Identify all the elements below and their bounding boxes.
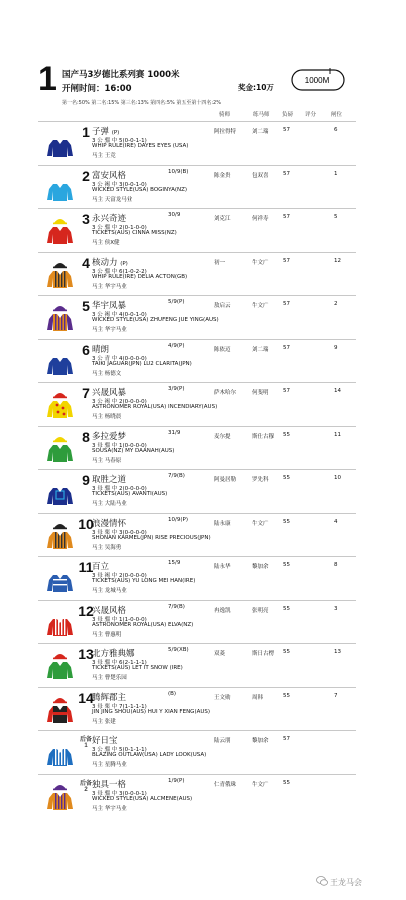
horse-owner: 马主 星腾马业 <box>92 762 127 768</box>
horse-details: 3 公 骝 中 2(0-1-0-0) <box>92 225 147 231</box>
barrier-draw: 11 <box>334 432 341 438</box>
horse-details: 3 公 褐 中 3(0-0-1-0) <box>92 182 147 188</box>
jockey-name: 敖启云 <box>214 303 231 309</box>
row-divider <box>38 687 356 688</box>
wechat-icon <box>316 876 328 886</box>
carried-weight: 55 <box>283 432 290 438</box>
runner-row <box>38 429 356 465</box>
runner-row <box>38 124 356 160</box>
horse-details: 3 公 骝 中 6(1-0-2-2) <box>92 269 147 275</box>
trainer-name: 牛文广 <box>252 521 269 527</box>
runner-row <box>38 211 356 247</box>
runner-row <box>38 516 356 552</box>
runner-number: 14 <box>78 690 94 706</box>
row-divider <box>38 469 356 470</box>
race-number: 1 <box>38 60 57 98</box>
horse-details: 3 母 栗 中 3(0-0-0-0) <box>92 530 147 536</box>
horse-pedigree: WICKED STYLE(USA) ALCMENE(AUS) <box>92 796 193 802</box>
barrier-draw: 6 <box>334 127 338 133</box>
trainer-name: 何祥寿 <box>252 216 269 222</box>
carried-weight: 55 <box>283 519 290 525</box>
horse-name-text: 永兴奇迹 <box>92 214 127 224</box>
runner-row <box>38 603 356 639</box>
trainer-name: 斯仕古穆 <box>252 434 275 440</box>
col-weight: 负磅 <box>282 112 294 118</box>
runner-number: 后备1 <box>80 737 93 750</box>
row-divider <box>38 252 356 253</box>
trainer-name: 黎加余 <box>252 738 269 744</box>
jockey-silk-icon <box>44 171 76 203</box>
trainer-name: 罗先科 <box>252 477 269 483</box>
row-divider <box>38 165 356 166</box>
horse-details: 3 公 褐 中 2(0-0-0-0) <box>92 399 147 405</box>
jockey-silk-icon <box>44 693 76 725</box>
barrier-draw: 3 <box>334 606 338 612</box>
barrier-draw: 13 <box>334 649 341 655</box>
horse-name-text: 北方雅典娜 <box>92 649 135 659</box>
horse-pedigree: BLAZING OUTLAW(USA) LADY LOOK(USA) <box>92 752 207 758</box>
jockey-silk-icon <box>44 736 76 768</box>
jockey-silk-icon <box>44 388 76 420</box>
runner-number: 13 <box>78 646 94 662</box>
row-divider <box>38 382 356 383</box>
horse-form: 7/9(B) <box>168 604 185 610</box>
row-divider <box>38 730 356 731</box>
horse-name-text: 兴晟风暴 <box>92 388 127 398</box>
carried-weight: 55 <box>283 475 290 481</box>
track-distance: 1000M <box>304 76 330 85</box>
prize-split: 第一名:50% 第二名:15% 第三名:13% 第四名:5% 第五至第十四名:2% <box>62 100 221 106</box>
runner-row <box>38 777 356 813</box>
jockey-name: 陆永华 <box>214 564 231 570</box>
trainer-name: 刘二瑞 <box>252 129 269 135</box>
horse-form: 3/9(P) <box>168 386 185 392</box>
horse-form: 7/9(B) <box>168 473 185 479</box>
horse-form: 5/9(XB) <box>168 647 189 653</box>
runner-number: 后备2 <box>80 781 93 794</box>
horse-details: 3 母 骝 中 3(0-0-0-1) <box>92 791 147 797</box>
barrier-draw: 1 <box>334 171 338 177</box>
horse-owner: 马主 大陆马业 <box>92 501 127 507</box>
runner-row <box>38 168 356 204</box>
runner-row <box>38 559 356 595</box>
horse-owner: 马主 吴海勇 <box>92 545 122 551</box>
horse-owner: 马主 华宇马业 <box>92 284 127 290</box>
runner-number: 11 <box>78 559 94 575</box>
col-draw: 闸位 <box>331 112 343 118</box>
race-title: 国产马3岁德比系列赛 1000米 <box>62 70 180 80</box>
jockey-silk-icon <box>44 562 76 594</box>
jockey-silk-icon <box>44 475 76 507</box>
carried-weight: 57 <box>283 171 290 177</box>
horse-name-text: 独具一格 <box>92 780 127 790</box>
runner-row <box>38 255 356 291</box>
carried-weight: 57 <box>283 736 290 742</box>
trainer-name: 周韩 <box>252 695 264 701</box>
horse-name-text: 子弹 <box>92 127 110 137</box>
trainer-name: 牛文广 <box>252 303 269 309</box>
jockey-silk-icon <box>44 301 76 333</box>
carried-weight: 57 <box>283 388 290 394</box>
horse-form: 5/9(P) <box>168 299 185 305</box>
horse-pedigree: WHIP RULE(IRE) DAYES EYES (USA) <box>92 143 189 149</box>
runner-number: 7 <box>82 385 90 401</box>
horse-form: 15/9 <box>168 560 181 566</box>
horse-name-text: 晴朗 <box>92 345 110 355</box>
horse-pedigree: SHONAN KARMEL(JPN) RISE PRECIOUS(JPN) <box>92 535 211 541</box>
jockey-name: 冉逸凯 <box>214 608 231 614</box>
row-divider <box>38 600 356 601</box>
jockey-name: 陆永康 <box>214 521 231 527</box>
horse-details: 3 母 栗 中 7(1-1-1-1) <box>92 704 147 710</box>
barrier-draw: 2 <box>334 301 338 307</box>
runner-number: 12 <box>78 603 94 619</box>
carried-weight: 57 <box>283 127 290 133</box>
trainer-name: 张明亮 <box>252 608 269 614</box>
trainer-name: 何斐明 <box>252 390 269 396</box>
watermark: 王龙马会 <box>330 878 362 887</box>
barrier-draw: 4 <box>334 519 338 525</box>
trainer-name: 牛文广 <box>252 782 269 788</box>
runner-row <box>38 342 356 378</box>
race-prize: 奖金:10万 <box>238 83 274 92</box>
jockey-silk-icon <box>44 519 76 551</box>
horse-owner: 马主 龙城马业 <box>92 588 127 594</box>
horse-details: 3 公 青 中 4(0-0-0-0) <box>92 356 147 362</box>
horse-name-text: 取胜之道 <box>92 475 127 485</box>
horse-name-text: 腾辉郡主 <box>92 693 127 703</box>
jockey-name: 陈金贵 <box>214 173 231 179</box>
runner-row <box>38 472 356 508</box>
barrier-draw: 14 <box>334 388 341 394</box>
row-divider <box>38 121 356 122</box>
carried-weight: 55 <box>283 693 290 699</box>
horse-name-text: 百立 <box>92 562 110 572</box>
carried-weight: 55 <box>283 649 290 655</box>
horse-name-text: 好日宝 <box>92 736 118 746</box>
jockey-name: 阿曼居勒 <box>214 477 237 483</box>
race-start-time: 开闸时间：16:00 <box>62 84 132 94</box>
jockey-name: 陈依迈 <box>214 347 231 353</box>
runner-number: 4 <box>82 255 90 271</box>
trainer-name: 包双喜 <box>252 173 269 179</box>
barrier-draw: 12 <box>334 258 341 264</box>
horse-details: 3 公 骝 中 5(0-0-1-1) <box>92 138 147 144</box>
row-divider <box>38 643 356 644</box>
runner-row <box>38 385 356 421</box>
track-diagram-icon <box>286 66 348 94</box>
runner-row <box>38 733 356 769</box>
horse-name-text: 华宇凤暴 <box>92 301 127 311</box>
horse-flag: (P) <box>120 261 128 267</box>
jockey-silk-icon <box>44 432 76 464</box>
jockey-name: 仁青俄珠 <box>214 782 237 788</box>
carried-weight: 55 <box>283 606 290 612</box>
horse-pedigree: WICKED STYLE(USA) ZHUFENG JUE YING(AUS) <box>92 317 219 323</box>
horse-pedigree: TICKETS(AUS) LET IT SNOW (IRE) <box>92 665 183 671</box>
horse-form: 10/9(B) <box>168 169 189 175</box>
horse-owner: 马主 王竞 <box>92 153 116 159</box>
row-divider <box>38 339 356 340</box>
col-rating: 评分 <box>305 112 317 118</box>
horse-details: 3 母 骝 中 2(0-0-0-0) <box>92 486 147 492</box>
horse-owner: 马主 华宇马业 <box>92 806 127 812</box>
horse-pedigree: WICKED STYLE(USA) BOGINYA(NZ) <box>92 187 188 193</box>
runner-number: 6 <box>82 342 90 358</box>
horse-pedigree: TAIKI JAGUAR(JPN) LU2 CLARITA(JPN) <box>92 361 192 367</box>
trainer-name: 牛文广 <box>252 260 269 266</box>
horse-name-text: 多拉爱梦 <box>92 432 127 442</box>
horse-owner: 马主 曹楚乐园 <box>92 675 127 681</box>
horse-owner: 马主 杨德文 <box>92 371 122 377</box>
trainer-name: 黎加余 <box>252 564 269 570</box>
jockey-name: 萨木哈尔 <box>214 390 237 396</box>
horse-name-text: 核动力 <box>92 258 118 268</box>
carried-weight: 57 <box>283 258 290 264</box>
horse-form: 1/9(P) <box>168 778 185 784</box>
jockey-silk-icon <box>44 345 76 377</box>
horse-form: 10/9(P) <box>168 517 188 523</box>
runner-row <box>38 646 356 682</box>
horse-pedigree: ASTRONOMER ROYAL(USA) ELVA(NZ) <box>92 622 194 628</box>
runner-number: 8 <box>82 429 90 445</box>
barrier-draw: 10 <box>334 475 341 481</box>
horse-owner: 马主 马春原 <box>92 458 122 464</box>
horse-pedigree: JIN JING SHOU(AUS) HUI Y XIAN FENG(AUS) <box>92 709 211 715</box>
runner-number: 5 <box>82 298 90 314</box>
trainer-name: 斯日古楞 <box>252 651 275 657</box>
jockey-silk-icon <box>44 780 76 812</box>
trainer-name: 刘二瑞 <box>252 347 269 353</box>
horse-owner: 马主 侯X健 <box>92 240 120 246</box>
barrier-draw: 9 <box>334 345 338 351</box>
horse-pedigree: TICKETS(AUS) AVANTI(AUS) <box>92 491 168 497</box>
horse-form: 31/9 <box>168 430 181 436</box>
horse-flag: (P) <box>111 130 120 136</box>
horse-owner: 马主 天富龙马业 <box>92 197 133 203</box>
row-divider <box>38 208 356 209</box>
horse-pedigree: ASTRONOMER ROYAL(USA) INCENDIARY(AUS) <box>92 404 218 410</box>
horse-details: 3 母 骝 中 6(2-1-1-1) <box>92 660 147 666</box>
jockey-silk-icon <box>44 649 76 681</box>
horse-pedigree: TICKETS(AUS) CINNA MISS(NZ) <box>92 230 177 236</box>
horse-owner: 马主 华宇马业 <box>92 327 127 333</box>
row-divider <box>38 556 356 557</box>
horse-details: 3 母 骝 中 1(1-0-0-0) <box>92 617 147 623</box>
horse-details: 3 公 骝 中 5(0-1-1-1) <box>92 747 147 753</box>
carried-weight: 57 <box>283 345 290 351</box>
jockey-name: 王文勋 <box>214 695 231 701</box>
runner-number: 10 <box>78 516 94 532</box>
col-jockey: 骑师 <box>219 112 231 118</box>
row-divider <box>38 513 356 514</box>
jockey-name: 刘克江 <box>214 216 231 222</box>
col-trainer: 练马师 <box>253 112 270 118</box>
jockey-name: 初一 <box>214 260 226 266</box>
horse-details: 3 母 褐 中 2(0-0-0-0) <box>92 573 147 579</box>
jockey-silk-icon <box>44 258 76 290</box>
carried-weight: 55 <box>283 780 290 786</box>
horse-details: 3 公 褐 中 4(0-0-1-0) <box>92 312 147 318</box>
jockey-silk-icon <box>44 606 76 638</box>
horse-pedigree: WHIP RULE(IRE) DELIA ACTON(GB) <box>92 274 188 280</box>
horse-name-text: 浪漫情怀 <box>92 519 127 529</box>
runner-row <box>38 298 356 334</box>
carried-weight: 57 <box>283 214 290 220</box>
horse-details: 3 母 骝 中 1(0-0-0-0) <box>92 443 147 449</box>
barrier-draw: 7 <box>334 693 338 699</box>
runner-row <box>38 690 356 726</box>
horse-pedigree: TICKETS(AUS) YU LONG MEI HAN(IRE) <box>92 578 196 584</box>
jockey-name: 麦尔提 <box>214 434 231 440</box>
jockey-silk-icon <box>44 214 76 246</box>
jockey-silk-icon <box>44 127 76 159</box>
jockey-name: 双菱 <box>214 651 226 657</box>
horse-form: 30/9 <box>168 212 181 218</box>
runner-number: 2 <box>82 168 90 184</box>
row-divider <box>38 295 356 296</box>
horse-name-text: 富安风格 <box>92 171 127 181</box>
horse-name-text: 兴晟风格 <box>92 606 127 616</box>
horse-owner: 马主 张建 <box>92 719 116 725</box>
runner-number: 1 <box>82 124 90 140</box>
horse-form: (B) <box>168 691 177 697</box>
row-divider <box>38 426 356 427</box>
horse-form: 4/9(P) <box>168 343 185 349</box>
horse-owner: 马主 曹惠明 <box>92 632 122 638</box>
jockey-name: 阿拉得特 <box>214 129 237 135</box>
jockey-name: 陆云朋 <box>214 738 231 744</box>
barrier-draw: 5 <box>334 214 338 220</box>
runner-number: 9 <box>82 472 90 488</box>
horse-pedigree: SOUSA(NZ) MY DAANAH(AUS) <box>92 448 175 454</box>
carried-weight: 55 <box>283 562 290 568</box>
horse-owner: 马主 杨晓晨 <box>92 414 122 420</box>
row-divider <box>38 774 356 775</box>
carried-weight: 57 <box>283 301 290 307</box>
barrier-draw: 8 <box>334 562 338 568</box>
runner-number: 3 <box>82 211 90 227</box>
